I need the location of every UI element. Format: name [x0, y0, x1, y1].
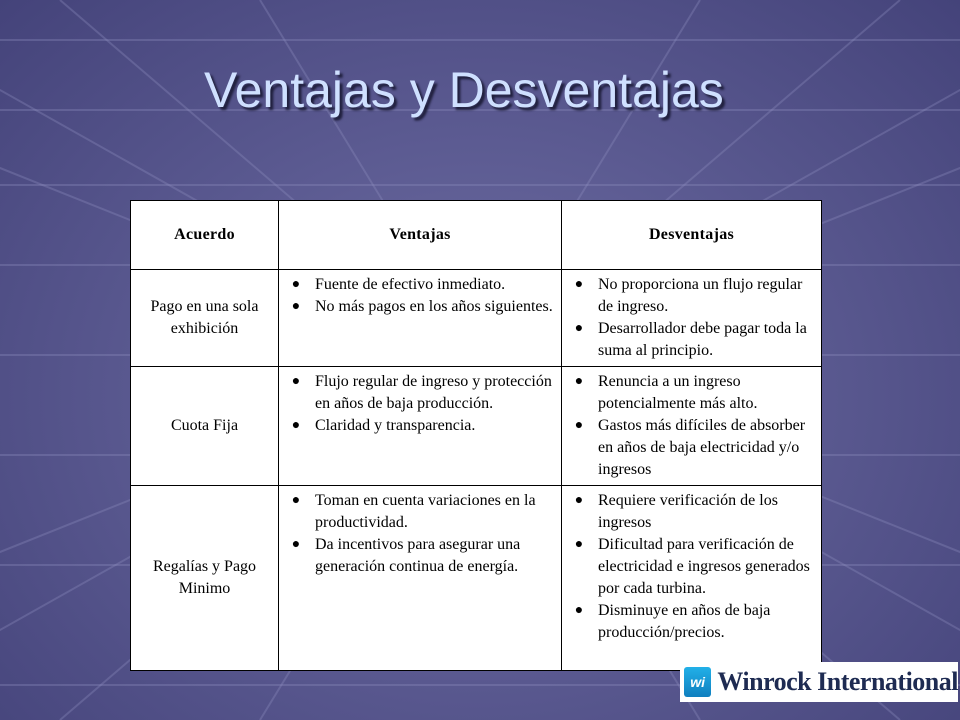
list-item-text: Disminuye en años de baja producción/precios. — [598, 602, 771, 641]
list-item — [570, 490, 815, 534]
table-row — [131, 367, 822, 486]
list-item-text: Fuente de efectivo inmediato. — [315, 276, 506, 293]
acuerdo-cell: Regalías y Pago Minimo — [131, 486, 279, 671]
list-item — [287, 274, 555, 296]
list-item — [570, 274, 815, 318]
winrock-logo-text: Winrock International — [717, 667, 958, 696]
header-ventajas: Ventajas — [279, 201, 562, 270]
list-item — [287, 371, 555, 415]
winrock-logo-mark-icon: wi — [684, 667, 711, 697]
winrock-logo — [680, 662, 958, 702]
bullet-icon: ● — [291, 374, 301, 389]
list-item-text: No más pagos en los años siguientes. — [315, 298, 553, 315]
list-item — [570, 534, 815, 600]
list-item — [570, 371, 815, 415]
list-item-text: No proporciona un flujo regular de ingreso. — [598, 276, 803, 315]
ventajas-list — [287, 274, 555, 318]
desventajas-cell — [562, 270, 822, 367]
list-item-text: Dificultad para verificación de electricidad e ingresos generados por cada turbina. — [598, 536, 810, 597]
list-item-text: Toman en cuenta variaciones en la productividad. — [315, 492, 536, 531]
desventajas-cell — [562, 367, 822, 486]
bullet-icon: ● — [291, 418, 301, 433]
bullet-icon: ● — [291, 493, 301, 508]
bullet-icon: ● — [574, 277, 584, 292]
desventajas-list — [570, 371, 815, 481]
table-row — [131, 486, 822, 671]
list-item-text: Gastos más difíciles de absorber en años de baja electricidad y/o ingresos — [598, 417, 806, 478]
table-header-row — [131, 201, 822, 270]
bullet-icon: ● — [574, 374, 584, 389]
list-item-text: Da incentivos para asegurar una generación continua de energía. — [315, 536, 521, 575]
list-item — [287, 296, 555, 318]
list-item-text: Flujo regular de ingreso y protección en años de baja producción. — [315, 373, 552, 412]
ventajas-cell — [279, 486, 562, 671]
list-item — [287, 415, 555, 437]
bullet-icon: ● — [574, 321, 584, 336]
desventajas-list — [570, 490, 815, 644]
list-item-text: Claridad y transparencia. — [315, 417, 476, 434]
acuerdo-cell: Cuota Fija — [131, 367, 279, 486]
bullet-icon: ● — [574, 603, 584, 618]
bullet-icon: ● — [291, 299, 301, 314]
bullet-icon: ● — [574, 537, 584, 552]
acuerdo-cell: Pago en una sola exhibición — [131, 270, 279, 367]
comparison-table-container — [130, 200, 821, 671]
list-item — [570, 318, 815, 362]
list-item — [570, 415, 815, 481]
comparison-table — [130, 200, 822, 671]
ventajas-list — [287, 490, 555, 578]
header-desventajas: Desventajas — [562, 201, 822, 270]
desventajas-cell — [562, 486, 822, 671]
list-item — [570, 600, 815, 644]
header-acuerdo: Acuerdo — [131, 201, 279, 270]
slide-title: Ventajas y Desventajas — [204, 62, 724, 118]
bullet-icon: ● — [291, 277, 301, 292]
list-item — [287, 490, 555, 534]
bullet-icon: ● — [574, 418, 584, 433]
list-item-text: Desarrollador debe pagar toda la suma al principio. — [598, 320, 807, 359]
table-row — [131, 270, 822, 367]
bullet-icon: ● — [291, 537, 301, 552]
ventajas-cell — [279, 367, 562, 486]
list-item-text: Requiere verificación de los ingresos — [598, 492, 778, 531]
bullet-icon: ● — [574, 493, 584, 508]
list-item — [287, 534, 555, 578]
list-item-text: Renuncia a un ingreso potencialmente más alto. — [598, 373, 758, 412]
ventajas-cell — [279, 270, 562, 367]
ventajas-list — [287, 371, 555, 437]
desventajas-list — [570, 274, 815, 362]
